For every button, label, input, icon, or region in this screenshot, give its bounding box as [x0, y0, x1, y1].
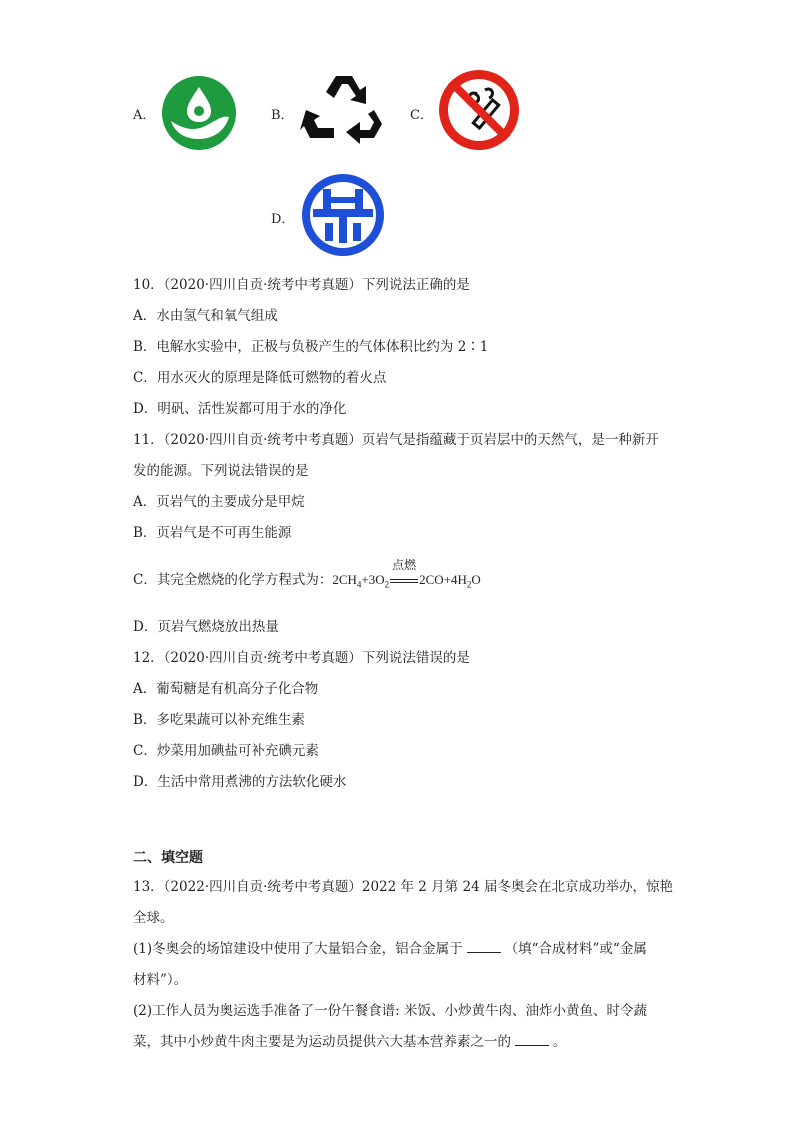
eq-equals-sign	[390, 579, 418, 583]
q12-option-a: A．葡萄糖是有机高分子化合物	[133, 681, 319, 697]
q13-stem-line2: 全球。	[133, 910, 174, 926]
q11-stem-line2: 发的能源。下列说法错误的是	[133, 463, 309, 479]
q11-option-c	[133, 558, 481, 595]
q13-part1-hint: （填“合成材料”或“金属	[504, 941, 647, 957]
eq-subscript: 2	[466, 579, 472, 590]
q12-option-b: B．多吃果蔬可以补充维生素	[133, 712, 305, 728]
q13-part2-line1: (2)工作人员为奥运选手准备了一份午餐食谱: 米饭、小炒黄牛肉、油炸小黄鱼、时令蔬	[133, 1003, 647, 1019]
eq-reactant-1: 2CH	[332, 572, 357, 587]
q11-option-d: D．页岩气燃烧放出热量	[133, 619, 279, 635]
q13-part2-line2	[133, 1032, 567, 1052]
q13-part2-text: 菜，其中小炒黄牛肉主要是为运动员提供六大基本营养素之一的	[133, 1034, 511, 1050]
eq-product-1: 2CO+4H	[419, 572, 467, 587]
q11-stem-line1: 11．（2020·四川自贡·统考中考真题）页岩气是指蕴藏于页岩层中的天然气，是一种新开	[133, 432, 659, 448]
eq-subscript: 4	[356, 579, 362, 590]
q12-option-c: C．炒菜用加碘盐可补充碘元素	[133, 743, 319, 759]
q13-stem-line1: 13．（2022·四川自贡·统考中考真题）2022 年 2 月第 24 届冬奥会在北京成功举办，惊艳	[133, 879, 673, 895]
eq-subscript: 2	[384, 579, 390, 590]
q13-part1-text: (1)冬奥会的场馆建设中使用了大量铝合金，铝合金属于	[133, 941, 463, 957]
recycle-icon	[300, 70, 388, 148]
option-c-letter: C．	[410, 108, 433, 123]
q13-part2-end: 。	[553, 1034, 567, 1050]
q12-stem: 12．（2020·四川自贡·统考中考真题）下列说法错误的是	[133, 650, 470, 666]
q13-part1-line2: 材料”）。	[133, 972, 188, 988]
answer-blank[interactable]	[467, 940, 501, 953]
q13-part1-line1	[133, 939, 647, 959]
chemical-equation	[332, 558, 481, 590]
option-a-letter: A．	[133, 108, 156, 123]
q10-option-a: A．水由氢气和氧气组成	[133, 308, 278, 324]
section-title: 二、填空题	[133, 850, 203, 866]
option-d-letter: D．	[271, 212, 295, 227]
eq-condition-label: 点燃	[392, 558, 417, 572]
water-saving-icon	[161, 75, 237, 151]
no-smoking-icon	[437, 68, 521, 152]
q12-option-d: D．生活中常用煮沸的方法软化硬水	[133, 774, 347, 790]
q10-stem: 10．（2020·四川自贡·统考中考真题）下列说法正确的是	[133, 277, 470, 293]
q10-option-d: D．明矾、活性炭都可用于水的净化	[133, 401, 347, 417]
q11-option-a: A．页岩气的主要成分是甲烷	[133, 494, 305, 510]
eq-condition	[390, 558, 418, 590]
answer-blank[interactable]	[515, 1033, 549, 1046]
q11-option-c-prefix: C．其完全燃烧的化学方程式为：	[133, 572, 333, 588]
q10-option-b: B．电解水实验中，正极与负极产生的气体体积比约为 2∶1	[133, 339, 489, 355]
q11-option-b: B．页岩气是不可再生能源	[133, 525, 292, 541]
option-b-letter: B．	[271, 108, 294, 123]
q10-option-c: C．用水灭火的原理是降低可燃物的着火点	[133, 370, 387, 386]
china-water-label-icon	[301, 173, 385, 257]
eq-reactant-2: +3O	[361, 572, 385, 587]
eq-product-2: O	[471, 572, 481, 587]
